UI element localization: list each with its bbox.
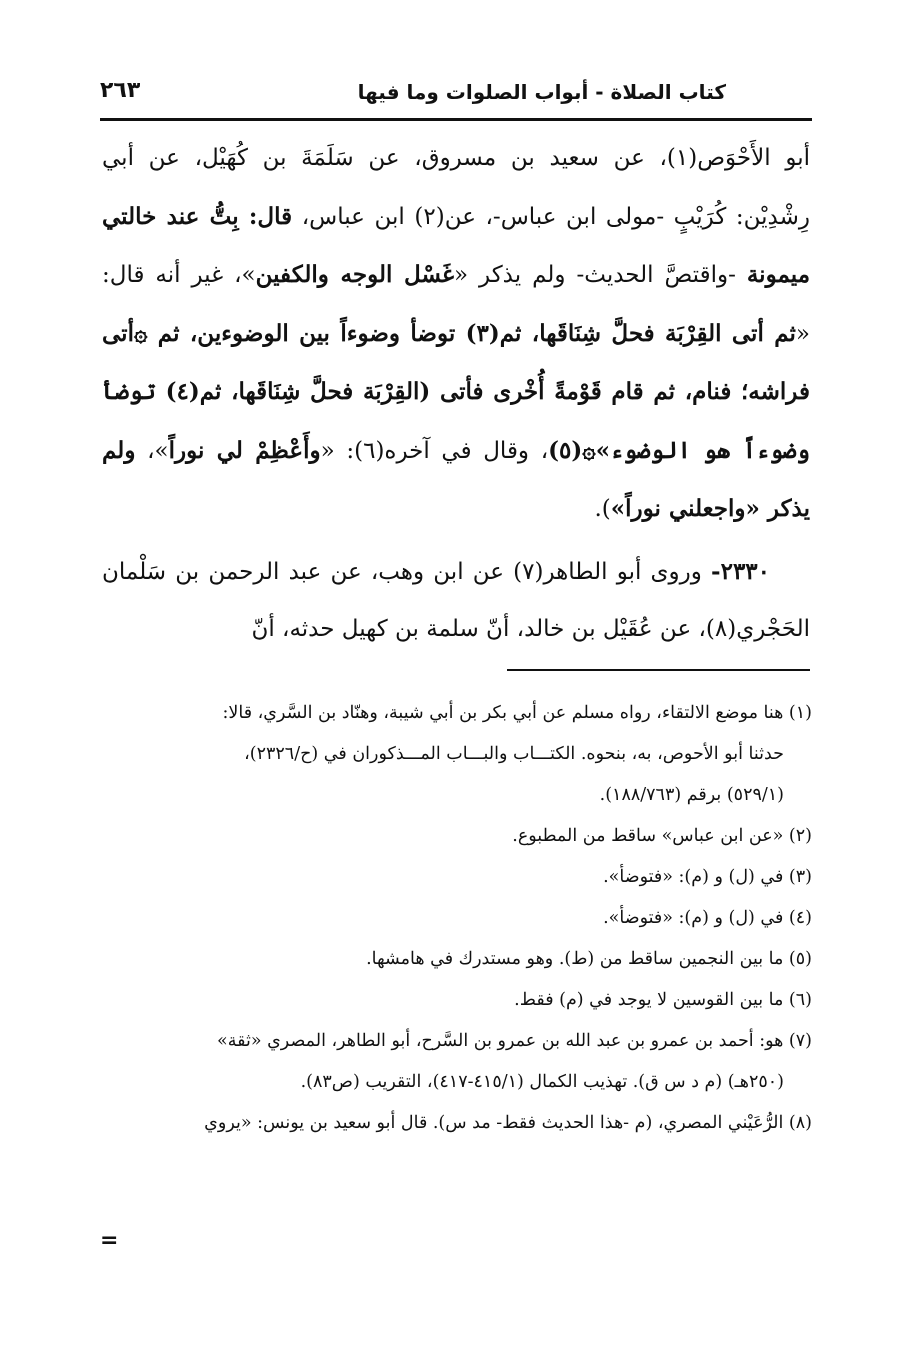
footnote-7: (٧) هو: أحمد بن عمرو بن عبد الله بن عمرو بن السَّرح، أبو الطاهر، المصري «ثقة» xyxy=(217,1031,812,1051)
bold-quote: وأَعْظِمْ لي نوراً xyxy=(168,436,321,464)
bold-quote: قال: بِتُّ عند خالتي ميمونة xyxy=(102,202,811,288)
bold-quote: ولم يذكر «واجعلني نوراً» xyxy=(102,436,810,522)
footnote-1-continuation: حدثنا أبو الأحوص، به، بنحوه. الكتـــاب والبـــاب المـــذكوران في (ح/٢٣٢٦)، xyxy=(244,744,784,764)
footnote-3: (٣) في (ل) و (م): «فتوضأ». xyxy=(603,867,812,887)
footnote-1: (١) هنا موضع الالتقاء، رواه مسلم عن أبي بكر بن أبي شيبة، وهنّاد بن السَّري، قالا: xyxy=(222,703,812,723)
footnote-2: (٢) «عن ابن عباس» ساقط من المطبوع. xyxy=(512,826,812,846)
text-run: »، غير أنه قال: « xyxy=(102,262,810,347)
hadith-number: ٢٣٣٠- xyxy=(711,557,771,585)
text-run: أبو الأَحْوَص(١)، عن سعيد بن مسروق، عن سَلَمَةَ بن كُهَيْل، عن أبي رِشْدِيْن: كُرَيْبٍ -مولى ابن عباس-، عن(٢) ابن عباس، xyxy=(102,145,811,230)
bold-quote: ثم أتى القِرْبَة فحلَّ شِنَاقَها، ثم(٣) توضأ وضوءاً بين الوضوءين، ثم ۞أتى فراشه؛ فنام، ثم قام قَوْمةً أُخْرى فأتى (القِرْبَة فحلَّ شِنَاقَها، ثم(٤) توضأ وضوءاً هو الوضوء»۞(٥) xyxy=(102,319,810,464)
running-header xyxy=(100,76,812,116)
text-run: »، xyxy=(135,437,169,464)
text-run: ). xyxy=(594,496,611,522)
text-run: ، وقال في آخره(٦): « xyxy=(320,437,549,464)
footnote-6: (٦) ما بين القوسين لا يوجد في (م) فقط. xyxy=(514,990,812,1010)
header-title: كتاب الصلاة - أبواب الصلوات وما فيها xyxy=(357,80,726,104)
footnote-4: (٤) في (ل) و (م): «فتوضأ». xyxy=(603,908,812,928)
footnote-8: (٨) الرُّعَيْني المصري، (م -هذا الحديث فقط- مد س). قال أبو سعيد بن يونس: «يروي xyxy=(204,1113,812,1133)
footnote-separator xyxy=(507,669,810,671)
continuation-mark: = xyxy=(100,1228,119,1253)
bold-quote: غَسْل الوجه والكفين xyxy=(255,261,454,288)
footnote-1-continuation: (٥٢٩/١) برقم (١٨٨/٧٦٣). xyxy=(599,785,784,805)
footnote-5: (٥) ما بين النجمين ساقط من (ط). وهو مستدرك في هامشها. xyxy=(366,949,812,969)
hadith-text: وروى أبو الطاهر(٧) عن ابن وهب، عن عبد الرحمن بن سَلْمان الحَجْري(٨)، عن عُقَيْل بن خالد، أنّ سلمة بن كهيل حدثه، أنّ xyxy=(102,558,810,642)
footnotes xyxy=(100,693,812,1144)
main-body-text xyxy=(102,130,810,659)
footnote-7-continuation: (٢٥٠هـ) (م د س ق). تهذيب الكمال (٤١٥/١-٤١٧)، التقريب (ص٨٣). xyxy=(300,1072,784,1092)
page-number: ٢٦٣ xyxy=(100,78,141,103)
paragraph-hadith-2330 xyxy=(102,543,810,659)
paragraph-hadith-continuation xyxy=(102,130,810,539)
text-run: -واقتصَّ الحديث- ولم يذكر « xyxy=(454,262,747,288)
header-divider xyxy=(100,118,812,121)
